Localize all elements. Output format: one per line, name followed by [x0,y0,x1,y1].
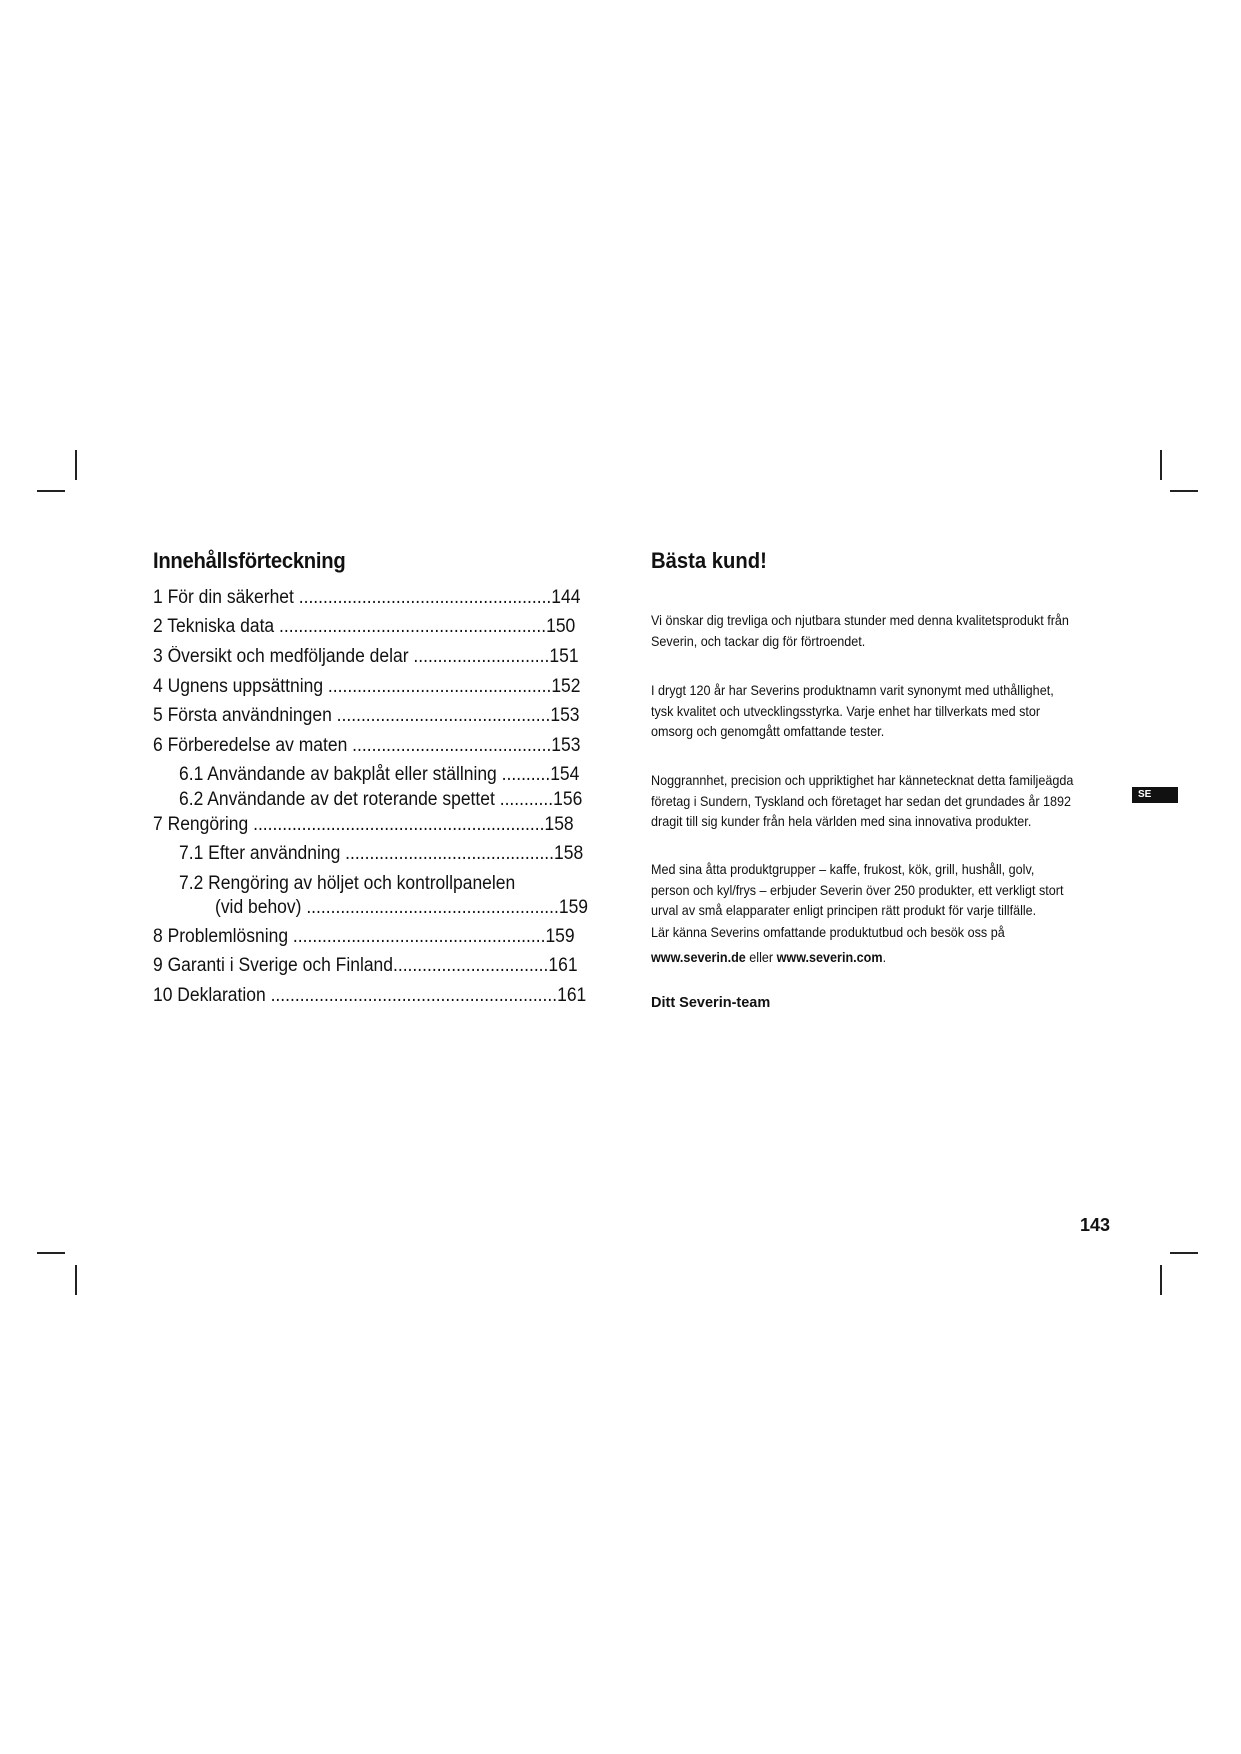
language-tab: SE [1132,787,1178,803]
website-link[interactable]: www.severin.com [776,949,883,965]
letter-paragraph: I drygt 120 år har Severins produktnamn varit synonymt med uthållighet, tysk kvalitet och utvecklingsstyrka. Varje enhet har tillverkats med stor omsorg och genomgått omfattande tester. [651,682,1054,739]
crop-mark [37,490,65,492]
crop-mark [37,1252,65,1254]
toc-entry: 7 Rengöring ............................................................158 [153,814,574,835]
toc-entry: 9 Garanti i Sverige och Finland................................161 [153,955,578,976]
toc-entry: (vid behov) ....................................................159 [215,897,589,918]
letter-paragraph: Med sina åtta produktgrupper – kaffe, frukost, kök, grill, hushåll, golv, person och kyl/frys – erbjuder Severin över 250 produkter, ett verkligt stort urval av små elapparater enligt principen rätt produkt för varje tillfälle. [651,861,1064,918]
toc-heading: Innehållsförteckning [153,548,346,573]
letter-paragraph: Vi önskar dig trevliga och njutbara stunder med denna kvalitetsprodukt från Severin, och tackar dig för förtroendet. [651,612,1069,649]
toc-entry: 5 Första användningen ............................................153 [153,705,580,726]
toc-entry: 8 Problemlösning ....................................................159 [153,926,575,947]
toc-entry: 10 Deklaration ...........................................................161 [153,985,587,1006]
crop-mark [1160,1265,1162,1295]
website-link[interactable]: www.severin.de [651,949,746,965]
page-number: 143 [1080,1215,1111,1235]
letter-paragraph: Lär känna Severins omfattande produktutbud och besök oss på [651,924,1005,940]
crop-mark [1170,1252,1198,1254]
toc-entry: 6 Förberedelse av maten .........................................153 [153,735,581,756]
toc-entry: 7.2 Rengöring av höljet och kontrollpanelen [179,873,516,894]
crop-mark [1160,450,1162,480]
toc-entry: 6.1 Användande av bakplåt eller ställning ..........154 [179,764,580,785]
toc-entry: 7.1 Efter användning ...........................................158 [179,843,584,864]
crop-mark [75,1265,77,1295]
letter-paragraph: Noggrannhet, precision och uppriktighet har kännetecknat detta familjeägda företag i Sundern, Tyskland och företaget har sedan det grundades år 1892 dragit till sig kunder från hela världen med sina innovativa produkter. [651,772,1074,829]
toc-entry: 1 För din säkerhet ....................................................144 [153,587,581,608]
crop-mark [1170,490,1198,492]
welcome-letter [651,548,1121,574]
letter-heading: Bästa kund! [651,548,767,573]
toc-entry: 4 Ugnens uppsättning ..............................................152 [153,676,581,697]
letter-signoff: Ditt Severin-team [651,995,771,1011]
toc-entry: 2 Tekniska data .......................................................150 [153,616,576,637]
crop-mark [75,450,77,480]
table-of-contents [153,548,633,586]
toc-entry: 6.2 Användande av det roterande spettet ...........156 [179,789,583,810]
toc-entry: 3 Översikt och medföljande delar ............................151 [153,646,579,667]
website-line: www.severin.de eller www.severin.com. [651,949,887,965]
